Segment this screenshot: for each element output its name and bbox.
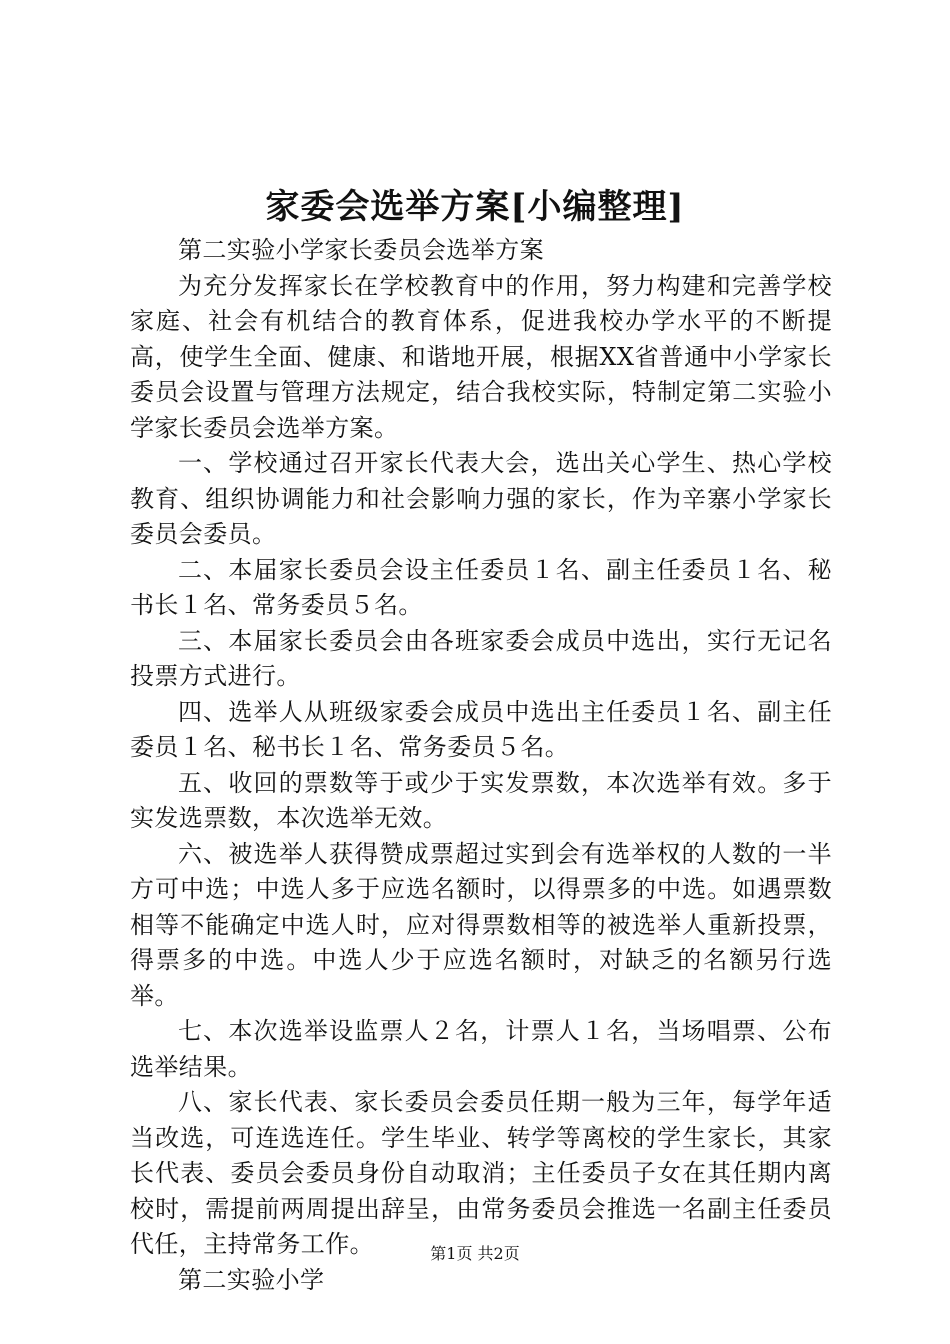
paragraph-item-3: 三、本届家长委员会由各班家委会成员中选出，实行无记名投票方式进行。 <box>130 626 832 690</box>
paragraph-heading: 第二实验小学家长委员会选举方案 <box>178 236 544 264</box>
document-body <box>130 233 832 1298</box>
paragraph-item-6: 六、被选举人获得赞成票超过实到会有选举权的人数的一半方可中选；中选人多于应选名额时，以得票多的中选。如遇票数相等不能确定中选人时，应对得票数相等的被选举人重新投票，得票多的中选。中选人少于应选名额时，对缺乏的名额另行选举。 <box>130 839 832 1010</box>
paragraph-item-7: 七、本次选举设监票人２名，计票人１名，当场唱票、公布选举结果。 <box>130 1017 832 1081</box>
page-footer: 第1页 共2页 <box>430 1244 520 1263</box>
paragraph-item-1: 一、学校通过召开家长代表大会，选出关心学生、热心学校教育、组织协调能力和社会影响力强的家长，作为辛寨小学家长委员会委员。 <box>130 449 832 548</box>
paragraph-item-5: 五、收回的票数等于或少于实发票数，本次选举有效。多于实发选票数，本次选举无效。 <box>130 768 832 832</box>
paragraph-intro: 为充分发挥家长在学校教育中的作用，努力构建和完善学校家庭、社会有机结合的教育体系，促进我校办学水平的不断提高，使学生全面、健康、和谐地开展，根据XX省普通中小学家长委员会设置与管理方法规定，结合我校实际，特制定第二实验小学家长委员会选举方案。 <box>130 271 832 442</box>
paragraph-signature: 第二实验小学 <box>178 1265 325 1294</box>
document-title: 家委会选举方案[小编整理] <box>265 187 685 227</box>
paragraph-item-2: 二、本届家长委员会设主任委员１名、副主任委员１名、秘书长１名、常务委员５名。 <box>130 555 832 619</box>
paragraph-item-4: 四、选举人从班级家委会成员中选出主任委员１名、副主任委员１名、秘书长１名、常务委员５名。 <box>130 697 832 761</box>
paragraph-item-8: 八、家长代表、家长委员会委员任期一般为三年，每学年适当改选，可连选连任。学生毕业、转学等离校的学生家长，其家长代表、委员会委员身份自动取消；主任委员子女在其任期内离校时，需提前两周提出辞呈，由常务委员会推选一名副主任委员代任，主持常务工作。 <box>130 1088 832 1258</box>
